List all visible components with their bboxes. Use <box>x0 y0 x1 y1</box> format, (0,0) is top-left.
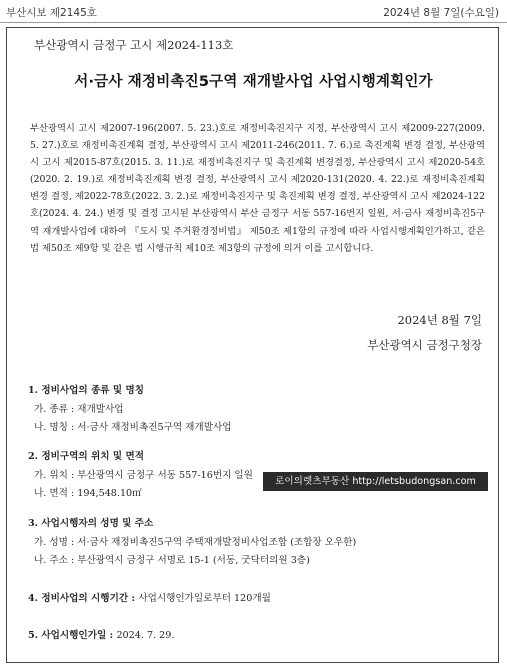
notice-number: 부산광역시 금정구 고시 제2024-113호 <box>34 38 234 52</box>
section-item: 나. 면적 : 194,548.10㎡ <box>34 488 142 499</box>
section-heading: 2. 정비구역의 위치 및 면적 <box>28 451 145 462</box>
publication-label: 부산시보 제2145호 <box>6 7 97 19</box>
header-divider <box>0 22 507 23</box>
notice-title: 서·금사 재정비촉진5구역 재개발사업 사업시행계획인가 <box>74 74 433 90</box>
publication-date: 2024년 8월 7일(수요일) <box>383 7 499 19</box>
section-item: 나. 명칭 : 서·금사 재정비촉진5구역 재개발사업 <box>34 422 232 433</box>
section-5 <box>28 627 488 646</box>
section-heading: 5. 사업시행인가일 : 2024. 7. 29. <box>28 630 175 641</box>
section-heading: 4. 정비사업의 시행기간 : 사업시행인가일로부터 120개월 <box>28 593 271 604</box>
notice-issuer: 부산광역시 금정구청장 <box>367 338 482 352</box>
section-4 <box>28 590 488 609</box>
section-1 <box>28 382 488 437</box>
section-heading-value: 2024. 7. 29. <box>116 630 175 641</box>
watermark-banner: 로이의렛츠부동산 http://letsbudongsan.com <box>263 472 488 491</box>
notice-body: 부산광역시 고시 제2007-196(2007. 5. 23.)호로 재정비촉진지구 지정, 부산광역시 고시 제2009-227(2009. 5. 27.)호로 재정비촉진계획 결정, 부산광역시 고시 제2011-246(2011. 7. 6.)로 촉진계획 변경 결정, 부산광역시 고시 제2015-87호(2015. 3. 11.)로 재정비촉진지구 및 촉진계획 변경결정, 부산광역시 고시 제2020-54호(2020. 2. 19.)로 재정비촉진계획 변경 결정, 부산광역시 고시 제2020-131(2020. 4. 22.)로 재정비촉진계획 변경 결정, 제2022-78호(2022. 3. 2.)로 재정비촉진지구 및 촉진계획 변경 결정, 부산광역시 고시 제2024-122호(2024. 4. 24.) 변경 및 결정 고시된 부산광역시 부산 금정구 서동 557-16번지 일원, 서·금사 재정비촉진5구역 재개발사업에 대하여 『도시 및 주거환경정비법』 제50조 제1항의 규정에 따라 사업시행계획인가하고, 같은 법 제50조 제9항 및 같은 법 시행규칙 제10조 제3항의 규정에 의거 이를 고시합니다. <box>30 123 485 254</box>
section-heading: 3. 사업시행자의 성명 및 주소 <box>28 518 154 529</box>
section-item: 가. 종류 : 재개발사업 <box>34 404 124 415</box>
section-item: 가. 성명 : 서·금사 재정비촉진5구역 주택재개발정비사업조합 (조합장 오우한) <box>34 537 357 548</box>
section-heading: 1. 정비사업의 종류 및 명칭 <box>28 385 145 396</box>
page-header <box>0 0 507 22</box>
section-heading-value: 사업시행인가일로부터 120개월 <box>138 593 271 604</box>
notice-date: 2024년 8월 7일 <box>397 313 482 327</box>
section-3 <box>28 515 488 570</box>
section-item: 가. 위치 : 부산광역시 금정구 서동 557-16번지 일원 <box>34 470 253 481</box>
section-item: 나. 주소 : 부산광역시 금정구 서명로 15-1 (서동, 굿닥터의원 3층) <box>34 555 310 566</box>
